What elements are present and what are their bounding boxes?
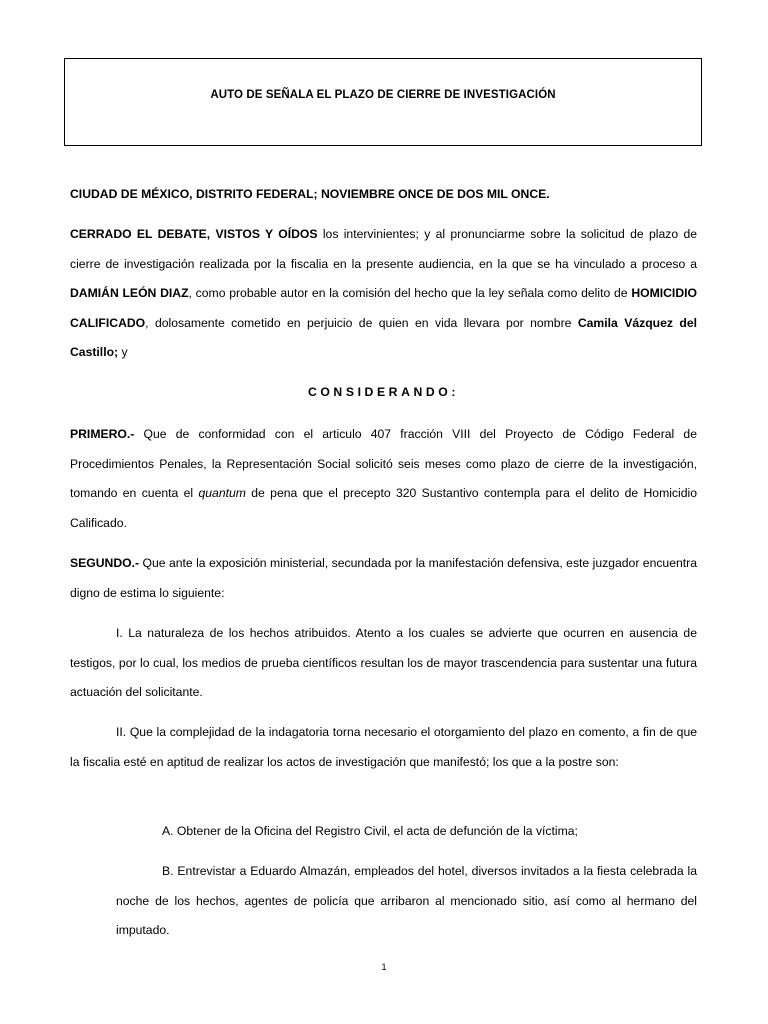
opening-bold-1: CERRADO EL DEBATE, VISTOS Y OÍDOS [70,227,318,241]
place-date-paragraph [70,180,697,210]
primero-paragraph [70,420,697,538]
quantum-term: quantum [198,486,246,501]
considerando-heading: CONSIDERANDO: [307,385,460,399]
item-b: B. Entrevistar a Eduardo Almazán, empleados del hotel, diversos invitados a la fiesta celebrada la noche de los hechos, agentes de policía que arribaron al mencionado sitio, así como al hermano del imputado. [116,864,697,938]
segundo-label: SEGUNDO.- [70,556,140,570]
item-a-paragraph [116,817,697,847]
title-box [64,58,702,146]
accused-name: DAMIÁN LEÓN DIAZ [70,286,189,301]
primero-text-1: Que de conformidad con el articulo 407 fracción VIII del Proyecto de Código Federal de Procedimientos Penales, la Representación Social solicitó seis meses como plazo de cierre de la investigación, tomando en cuenta el [70,427,697,501]
segundo-text: Que ante la exposición ministerial, secundada por la manifestación defensiva, este juzgador encuentra digno de estima lo siguiente: [70,556,697,600]
place-date: CIUDAD DE MÉXICO, DISTRITO FEDERAL; NOVIEMBRE ONCE DE DOS MIL ONCE. [70,187,550,201]
victim-name: Camila Vázquez del Castillo; [70,315,697,360]
item-i: I. La naturaleza de los hechos atribuidos. Atento a los cuales se advierte que ocurren en ausencia de testigos, por lo cual, los medios de prueba científicos resultan los de mayor trascendencia para sustentar una futura actuación del solicitante. [70,626,697,700]
document-title: AUTO DE SEÑALA EL PLAZO DE CIERRE DE INVESTIGACIÓN [210,89,556,101]
opening-text-2: , como probable autor en la comisión del hecho que la ley señala como delito de [188,286,632,301]
crime-name: HOMICIDIO CALIFICADO [70,286,697,330]
page-number: 1 [381,962,387,972]
item-i-paragraph [70,619,697,708]
opening-paragraph [70,220,697,368]
item-a: A. Obtener de la Oficina del Registro Civil, el acta de defunción de la víctima; [162,824,578,838]
opening-text-1: los intervinientes; y al pronunciarme sobre la solicitud de plazo de cierre de investigación realizada por la fiscalia en la presente audiencia, en la que se ha vinculado a proceso a [70,227,697,271]
item-ii-paragraph [70,718,697,777]
opening-text-3: , dolosamente cometido en perjuicio de quien en vida llevara por nombre [145,315,578,330]
item-b-paragraph [116,857,697,946]
opening-text-4: y [118,345,128,360]
primero-label: PRIMERO.- [70,427,135,441]
item-ii: II. Que la complejidad de la indagatoria torna necesario el otorgamiento del plazo en comento, a fin de que la fiscalia esté en aptitud de realizar los actos de investigación que manifestó; los que a la postre son: [70,725,697,769]
primero-text-2: de pena que el precepto 320 Sustantivo contempla para el delito de Homicidio Calificado. [70,486,697,530]
segundo-paragraph [70,549,697,608]
